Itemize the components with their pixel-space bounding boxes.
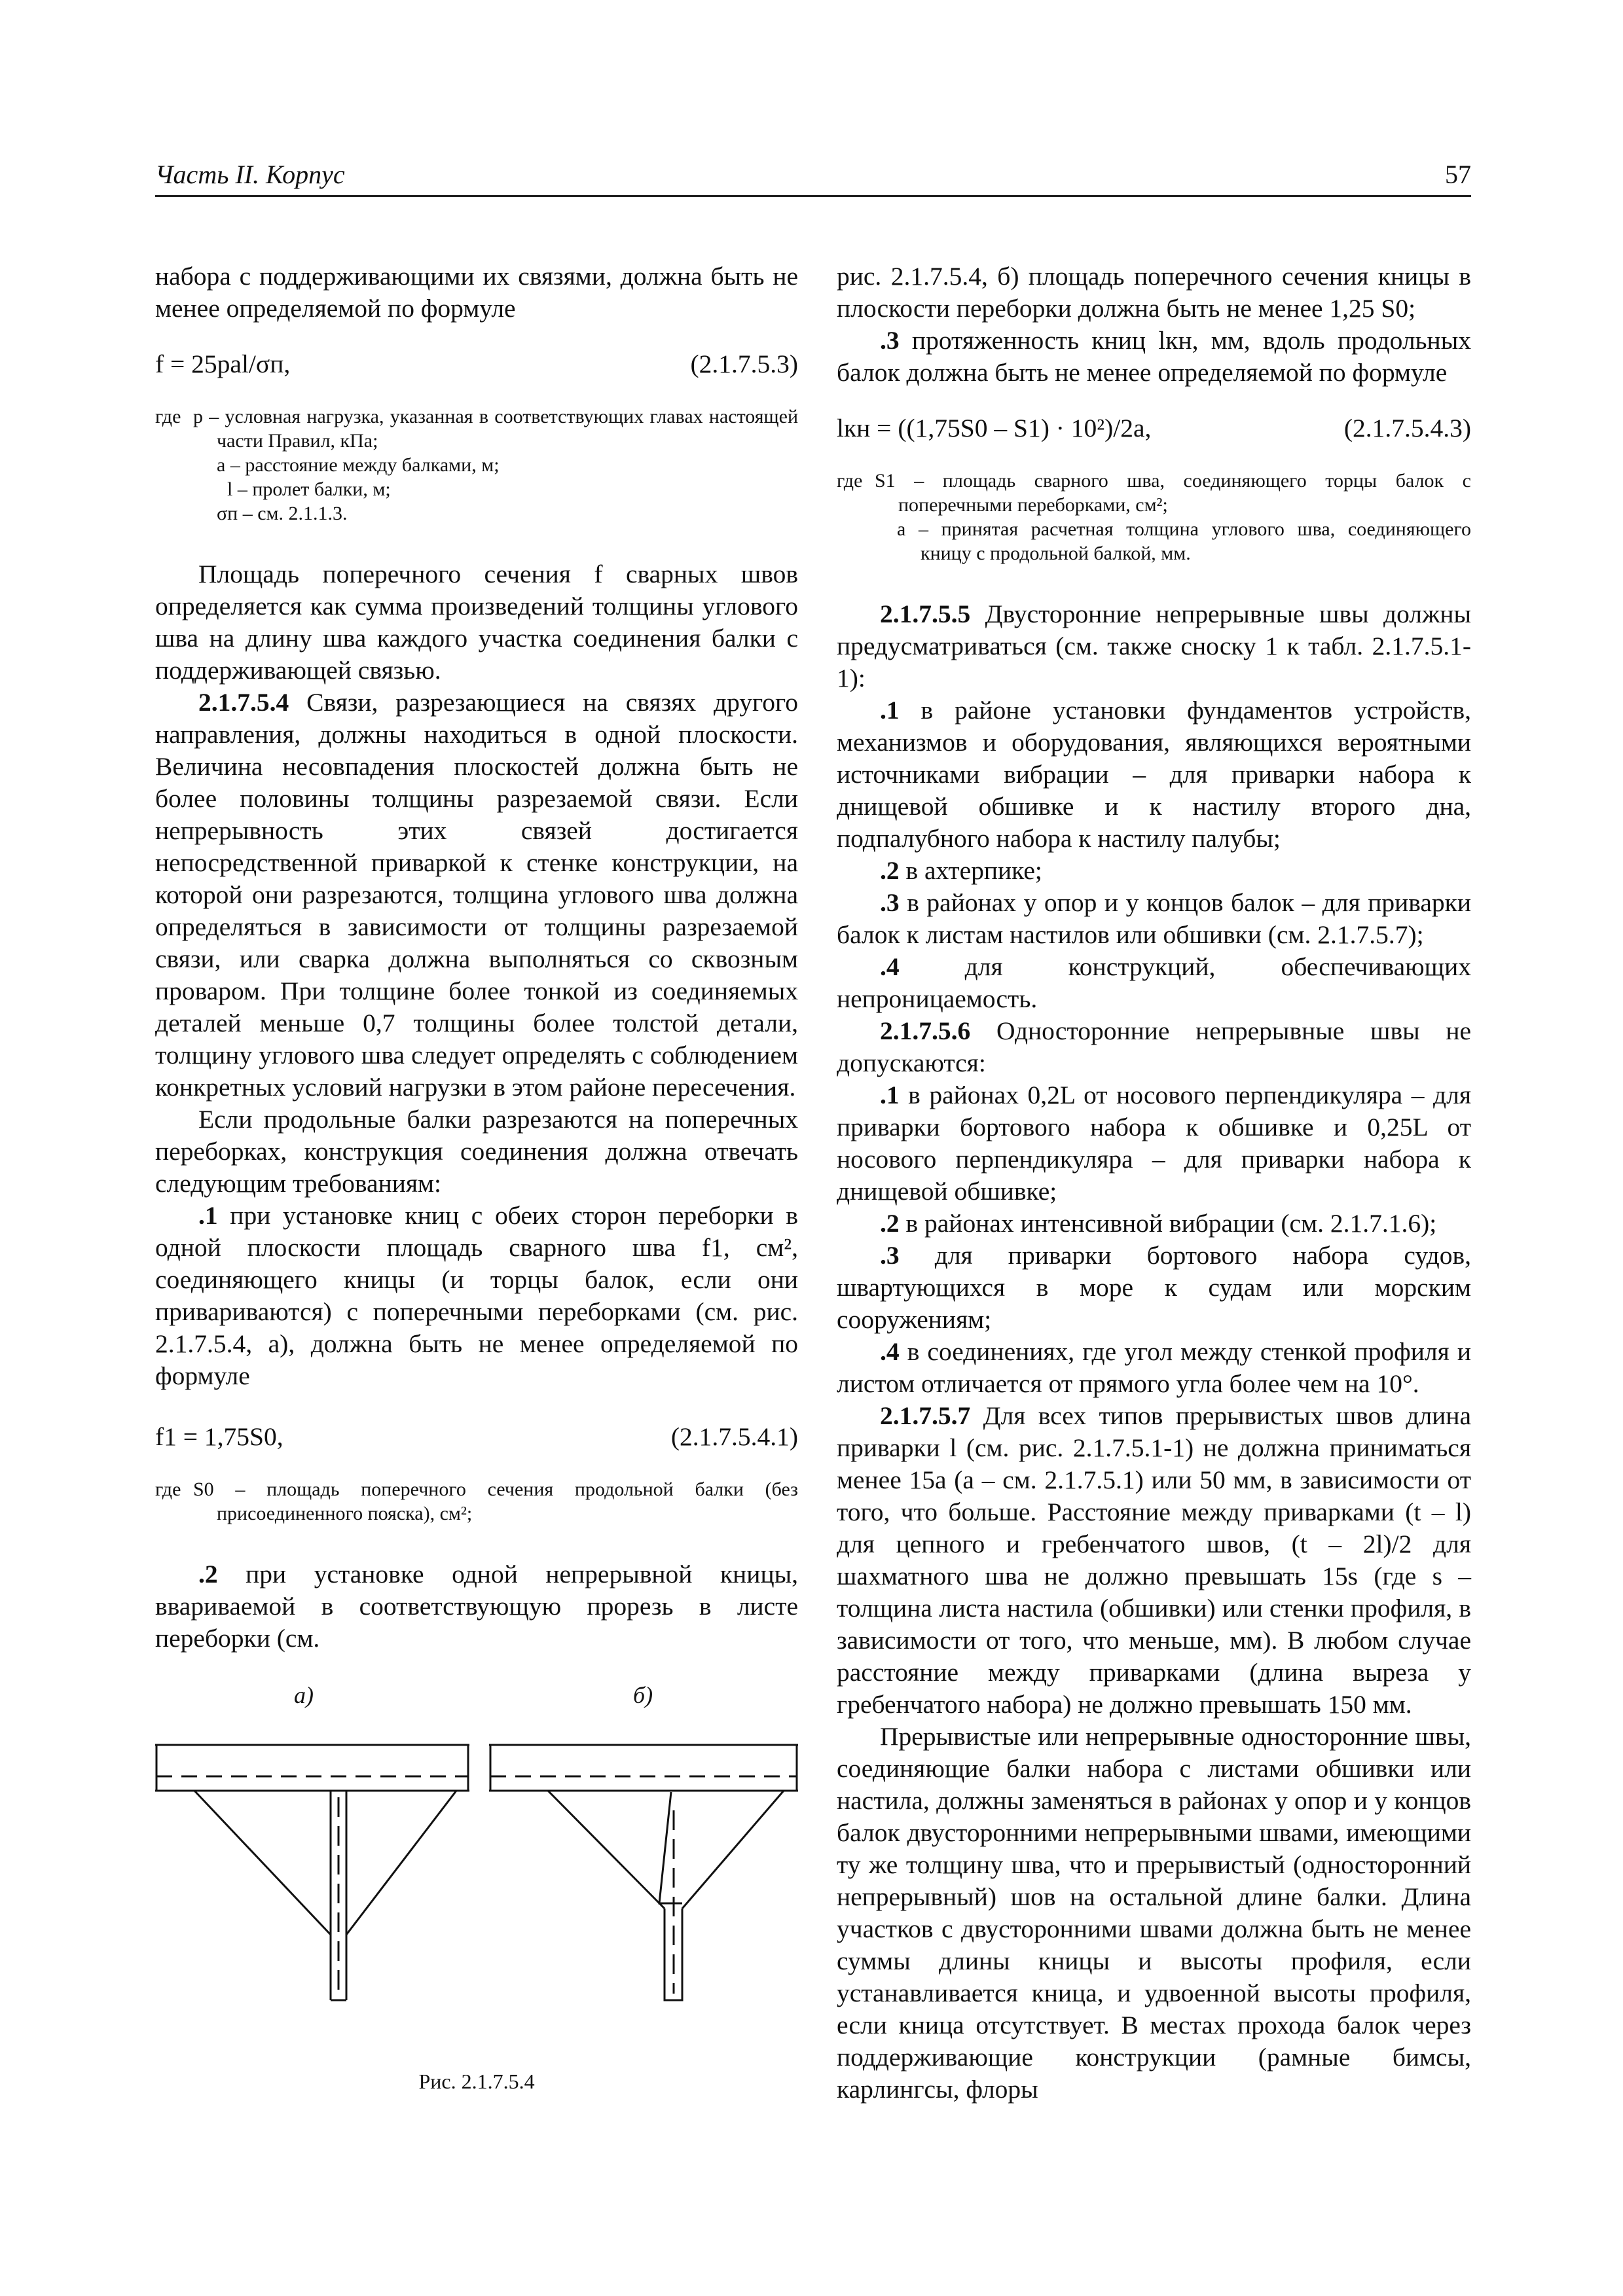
legend [837, 469, 1471, 565]
item-text: протяженность книц lкн, мм, вдоль продольных балок должна быть не менее определяемой по формуле [837, 326, 1471, 387]
item-number: .3 [880, 888, 900, 917]
page-number: 57 [1445, 160, 1471, 189]
legend-item: S1 – площадь сварного шва, соединяющего торцы балок с поперечными переборками, см²; [875, 470, 1471, 516]
item-number: .1 [198, 1201, 218, 1230]
legend-where: где [155, 1479, 181, 1500]
list-item-4 [837, 951, 1471, 1015]
formula-number: (2.1.7.5.4.1) [670, 1422, 798, 1451]
clause-number: 2.1.7.5.5 [880, 600, 971, 628]
formula-2-1-7-5-4-1 [155, 1418, 798, 1458]
formula-2-1-7-5-3 [155, 346, 798, 385]
list-item-4 [837, 1336, 1471, 1400]
item-number: .2 [198, 1560, 218, 1588]
list-item-1 [837, 694, 1471, 855]
item-text: в соединениях, где угол между стенкой профиля и листом отличается от прямого угла более чем на 10°. [837, 1337, 1471, 1398]
formula-expression: lкн = ((1,75S0 – S1) · 10²)/2a, [837, 414, 1152, 442]
item-text: в районах интенсивной вибрации (см. 2.1.7.1.6); [899, 1209, 1437, 1238]
paragraph: Прерывистые или непрерывные односторонние швы, соединяющие балки набора с листами обшивки или настила, должны заменяться в районах у опор и у концов балок двусторонними непрерывными швами, имеющими ту же толщину шва, что и прерывистый (односторонний непрерывный) шов на остальной длине балки. Длина участков с двусторонними швами должна быть не менее суммы длины кницы и высоты профиля, если устанавливается кница, и удвоенной высоты профиля, если кница отсутствует. В местах прохода балок через поддерживающие конструкции (рамные бимсы, карлингсы, флоры [837, 1722, 1471, 2104]
formula-number: (2.1.7.5.4.3) [1343, 414, 1471, 442]
legend [155, 1477, 798, 1526]
list-item-3 [837, 1240, 1471, 1336]
item-text: в районе установки фундаментов устройств, механизмов и оборудования, являющихся вероятными источниками вибрации – для приварки набора к днищевой обшивке и к настилу второго дна, подпалубного набора к настилу палубы; [837, 696, 1471, 853]
figure-2-1-7-5-4 [155, 1679, 798, 2093]
right-column [837, 260, 1471, 2106]
formula-expression: f = 25pal/σп, [155, 350, 291, 378]
paragraph-2-1-7-5-5 [837, 598, 1471, 694]
figure-drawing [155, 1679, 798, 2046]
item-number: .2 [880, 856, 900, 885]
legend-where: где [837, 470, 863, 492]
paragraph-text: Двусторонние непрерывные швы должны предусматриваться (см. также сноску 1 к табл. 2.1.7.5.1-1): [837, 600, 1471, 692]
item-text: при установке одной непрерывной кницы, ввариваемой в соответствующую прорезь в листе переборки (см. [155, 1560, 798, 1653]
running-title: Часть II. Корпус [155, 160, 345, 189]
list-item-3 [837, 325, 1471, 389]
formula-number: (2.1.7.5.3) [690, 350, 798, 378]
legend-item: σп – см. 2.1.1.3. [217, 503, 348, 524]
clause-number: 2.1.7.5.7 [880, 1401, 971, 1430]
item-text: при установке книц с обеих сторон переборки в одной плоскости площадь сварного шва f1, см², соединяющего кницы (и торцы балок, если они привариваются) с поперечными переборками (см. рис. 2.1.7.5.4, а), должна быть не менее определяемой по формуле [155, 1201, 798, 1390]
item-number: .1 [880, 1081, 900, 1109]
legend-item: p – условная нагрузка, указанная в соответствующих главах настоящей части Правил, кПа; [193, 406, 798, 452]
paragraph: Площадь поперечного сечения f сварных швов определяется как сумма произведений толщины углового шва на длину шва каждого участка соединения балки с поддерживающей связью. [155, 560, 798, 685]
list-item-3 [837, 887, 1471, 951]
paragraph: рис. 2.1.7.5.4, б) площадь поперечного сечения кницы в плоскости переборки должна быть не менее 1,25 S0; [837, 262, 1471, 323]
paragraph-text: Для всех типов прерывистых швов длина приварки l (см. рис. 2.1.7.5.1-1) не должна приниматься менее 15a (a – см. 2.1.7.5.1) или 50 мм, в зависимости от того, что больше. Расстояние между приварками (t – l) для цепного и гребенчатого швов, (t – 2l)/2 для шахматного шва не должно превышать 15s (где s – толщина листа настила (обшивки) или стенки профиля, в зависимости от того, что меньше, мм). В любом случае расстояние между приварками (длина выреза у гребенчатого набора) не должно превышать 150 мм. [837, 1401, 1471, 1719]
formula-expression: f1 = 1,75S0, [155, 1422, 283, 1451]
figure-label-a: а) [294, 1682, 314, 1708]
paragraph-2-1-7-5-6 [837, 1015, 1471, 1079]
paragraph-text: Односторонние непрерывные швы не допускаются: [837, 1016, 1471, 1077]
item-text: в ахтерпике; [899, 856, 1042, 885]
legend-item: a – принятая расчетная толщина углового шва, соединяющего кницу с продольной балкой, мм. [897, 518, 1471, 564]
clause-number: 2.1.7.5.6 [880, 1016, 971, 1045]
item-text: для приварки бортового набора судов, швартующихся в море к судам или морским сооружениям; [837, 1241, 1471, 1334]
legend-where: где [155, 406, 181, 427]
paragraph-2-1-7-5-4 [155, 687, 798, 1103]
legend-item: a – расстояние между балками, м; [217, 454, 500, 476]
figure-caption: Рис. 2.1.7.5.4 [418, 2070, 535, 2093]
formula-2-1-7-5-4-3 [837, 410, 1471, 449]
paragraph-text: Связи, разрезающиеся на связях другого направления, должны находиться в одной плоскости. Величина несовпадения плоскостей должна быть не более половины толщины разрезаемой связи. Если непрерывность этих связей достигается непосредственной приваркой к стенке конструкции, на которой они разрезаются, толщина углового шва должна определяться в зависимости от толщины разрезаемой связи, или сварка должна выполняться со сквозным проваром. При толщине более тонкой из соединяемых деталей меньше 0,7 толщины более толстой детали, толщину углового шва следует определять с соблюдением конкретных условий нагрузки в этом районе пересечения. [155, 688, 798, 1102]
paragraph: Если продольные балки разрезаются на поперечных переборках, конструкция соединения должна отвечать следующим требованиям: [155, 1105, 798, 1198]
item-text: для конструкций, обеспечивающих непроницаемость. [837, 952, 1471, 1013]
item-number: .4 [880, 1337, 900, 1366]
item-number: .1 [880, 696, 900, 725]
item-number: .3 [880, 326, 900, 355]
list-item-1 [837, 1079, 1471, 1208]
legend-item: l – пролет балки, м; [227, 478, 391, 500]
legend [155, 404, 798, 526]
list-item-2 [837, 1208, 1471, 1240]
legend-item: S0 – площадь поперечного сечения продольной балки (без присоединенного пояска), см²; [193, 1479, 798, 1524]
item-number: .3 [880, 1241, 900, 1270]
item-number: .4 [880, 952, 900, 981]
figure-label-b: б) [633, 1682, 653, 1708]
item-text: в районах 0,2L от носового перпендикуляра – для приварки бортового набора к обшивке и 0,25L от носового перпендикуляра – для приварки набора к днищевой обшивке; [837, 1081, 1471, 1206]
clause-number: 2.1.7.5.4 [198, 688, 289, 717]
list-item-1 [155, 1200, 798, 1392]
left-column [155, 260, 798, 2093]
paragraph: набора с поддерживающими их связями, должна быть не менее определяемой по формуле [155, 262, 798, 323]
list-item-2 [155, 1558, 798, 1655]
list-item-2 [837, 855, 1471, 887]
item-number: .2 [880, 1209, 900, 1238]
item-text: в районах у опор и у концов балок – для приварки балок к листам настилов или обшивки (см. 2.1.7.5.7); [837, 888, 1471, 949]
paragraph-2-1-7-5-7 [837, 1400, 1471, 1721]
page-header [155, 156, 1471, 197]
